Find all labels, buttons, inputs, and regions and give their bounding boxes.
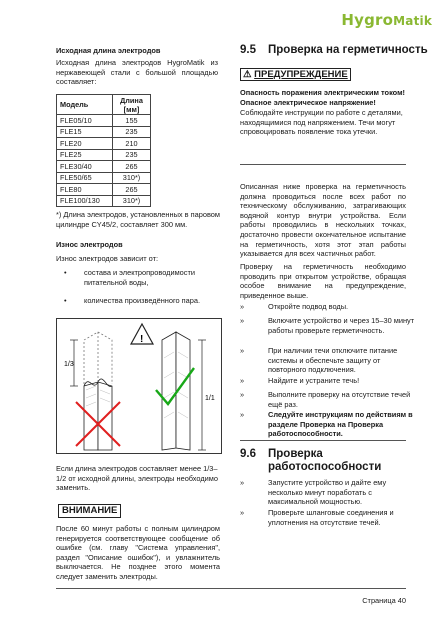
table-cell-model: FLE05/10 (57, 115, 113, 127)
footer-rule (56, 588, 406, 589)
danger-text: Соблюдайте инструкции по работе с деталями, находящимися под напряжением. Течи могут спровоцировать появление тока утечки. (240, 108, 403, 137)
table-cell-model: FLE30/40 (57, 161, 113, 173)
divider (240, 164, 406, 165)
table-cell-length: 235 (113, 149, 151, 161)
danger-line-2: Опасное электрическое напряжение! (240, 98, 376, 107)
bullet-marker: • (64, 296, 67, 305)
bullet-item: количества произведённого пара. (84, 296, 201, 305)
danger-line-1: Опасность поражения электрическим током! (240, 88, 406, 97)
table-cell-length: 155 (113, 115, 151, 127)
section-number: 9.6 (240, 448, 256, 460)
table-cell-model: FLE80 (57, 184, 113, 196)
electrode-length-table (56, 94, 151, 207)
table-row (57, 126, 151, 138)
bullet-marker: • (64, 268, 67, 277)
table-cell-length: 235 (113, 126, 151, 138)
table-cell-model: FLE15 (57, 126, 113, 138)
section-9-6-heading (240, 448, 406, 474)
warning-label-box (240, 68, 351, 81)
table-row (57, 172, 151, 184)
table-row (57, 195, 151, 207)
divider (240, 440, 406, 441)
table-cell-model: FLE25 (57, 149, 113, 161)
leak-test-paragraph-2: Проверку на герметичность необходимо проводить при открытом устройстве, обращая особое внимание на предупреждение, приведенное выше. (240, 262, 406, 300)
table-cell-model: FLE100/130 (57, 195, 113, 207)
leak-test-paragraph-1: Описанная ниже проверка на герметичность должна проводиться после всех работ по техническому обслуживанию, затрагивающих водяной контур внутри устройства. Если работы проводились в нескольких точках, достаточно провести окончательное испытание на герметичность, хотя этот этап работы указывается для всех частичных работ. (240, 182, 406, 259)
table-cell-length: 310*) (113, 195, 151, 207)
length-intro: Исходная длина электродов HygroMatik из нержавеющей стали с большой площадью составляет: (56, 58, 218, 87)
logo-hygro: Hygro (341, 11, 394, 29)
table-row (57, 184, 151, 196)
section-number: 9.5 (240, 44, 256, 56)
notice-text: После 60 минут работы с полным цилиндром генерируется соответствующее сообщение об ошибке (см. главу "Система управления", раздел "Описание ошибок"), и увлажнитель выключается. Не позднее этого момента следует заменить электроды. (56, 524, 220, 581)
section-title: Проверка работоспособности (268, 448, 382, 473)
table-cell-model: FLE50/65 (57, 172, 113, 184)
notice-label: ВНИМАНИЕ (58, 504, 121, 518)
section-title: Проверка на герметичность (268, 44, 428, 56)
warning-icon: ⚠ (243, 69, 252, 80)
table-cell-length: 265 (113, 161, 151, 173)
hygromatik-logo (341, 11, 432, 29)
page-number: Страница 40 (362, 596, 406, 605)
logo-matik: Matik (393, 14, 432, 28)
table-cell-length: 310*) (113, 172, 151, 184)
table-row (57, 161, 151, 173)
table-row (57, 138, 151, 150)
warning-label: ПРЕДУПРЕЖДЕНИЕ (254, 69, 348, 80)
electrode-wear-figure (56, 318, 222, 454)
bullet-item: состава и электропроводимости питательной воды, (84, 268, 195, 287)
header-length: Длина [мм] (113, 95, 151, 115)
after-figure-text: Если длина электродов составляет менее 1/3–1/2 от исходной длины, электроды необходимо заменить. (56, 464, 218, 493)
table-row (57, 149, 151, 161)
svg-text:!: ! (140, 334, 144, 345)
length-title: Исходная длина электродов (56, 46, 161, 55)
section-9-5-heading (240, 44, 428, 57)
one-third-label: 1/3 (64, 361, 74, 368)
one-one-label: 1/1 (205, 395, 215, 402)
table-cell-model: FLE20 (57, 138, 113, 150)
table-footnote: *) Длина электродов, установленных в паровом цилиндре CY45/2, составляет 300 мм. (56, 210, 220, 229)
header-model: Модель (57, 95, 113, 115)
wear-intro: Износ электродов зависит от: (56, 254, 159, 263)
table-cell-length: 210 (113, 138, 151, 150)
table-cell-length: 265 (113, 184, 151, 196)
wear-title: Износ электродов (56, 240, 123, 249)
table-row (57, 115, 151, 127)
table-header-row (57, 95, 151, 115)
